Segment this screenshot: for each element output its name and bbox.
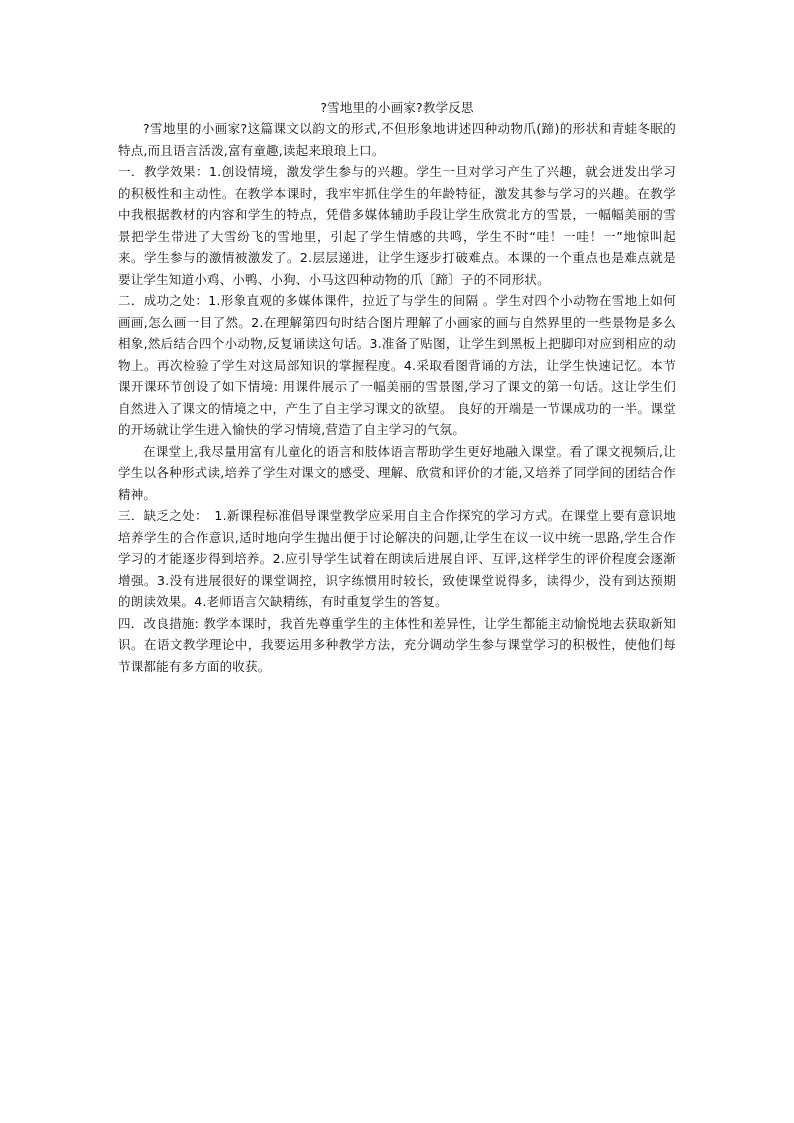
intro-paragraph: ?雪地里的小画家?这篇课文以韵文的形式,不但形象地讲述四种动物爪(蹄)的形状和青蛙冬眠的特点,而且语言活泼,富有童趣,读起来琅琅上口。	[118, 121, 676, 158]
document-title: ?雪地里的小画家?教学反思	[320, 100, 474, 115]
classroom-paragraph: 在课堂上,我尽量用富有儿童化的语言和肢体语言帮助学生更好地融入课堂。看了课文视频后,让学生以各种形式读,培养了学生对课文的感受、理解、欣赏和评价的才能,又培养了同学间的团结合作精神。	[118, 443, 676, 502]
document-page	[118, 98, 676, 677]
section-shortcomings: 三．缺乏之处： 1.新课程标准倡导课堂教学应采用自主合作探究的学习方式。在课堂上要有意识地培养学生的合作意识,适时地向学生抛出便于讨论解决的问题,让学生在议一议中统一思路,学生合作学习的才能逐步得到培养。2.应引导学生试着在朗读后进展自评、互评,这样学生的评价程度会逐渐增强。3.没有进展很好的课堂调控，识字练惯用时较长，致使课堂说得多，读得少，没有到达预期的朗读效果。4.老师语言欠缺精练，有时重复学生的答复。	[118, 508, 676, 609]
section-teaching-effect: 一．教学效果：1.创设情境，激发学生参与的兴趣。学生一旦对学习产生了兴趣，就会迸发出学习的积极性和主动性。在教学本课时，我牢牢抓住学生的年龄特征，激发其参与学习的兴趣。在教学中我根据教材的内容和学生的特点，凭借多媒体辅助手段让学生欣赏北方的雪景，一幅幅美丽的雪景把学生带进了大雪纷飞的雪地里，引起了学生情感的共鸣，学生不时“哇！一哇！一”地惊叫起来。学生参与的激情被激发了。2.层层递进，让学生逐步打破难点。本课的一个重点也是难点就是要让学生知道小鸡、小鸭、小狗、小马这四种动物的爪〔蹄〕子的不同形状。	[118, 164, 676, 287]
section-success-points: 二．成功之处：1.形象直观的多媒体课件，拉近了与学生的间隔 。学生对四个小动物在雪地上如何画画,怎么画一目了然。2.在理解第四句时结合图片理解了小画家的画与自然界里的一些景物是多么相象,然后结合四个小动物,反复诵读这句话。3.准备了贴图，让学生到黑板上把脚印对应到相应的动物上。再次检验了学生对这局部知识的掌握程度。4.采取看图背诵的方法，让学生快速记忆。本节课开课环节创设了如下情境: 用课件展示了一幅美丽的雪景图,学习了课文的第一句话。这让学生们自然进入了课文的情境之中，产生了自主学习课文的欲望。 良好的开端是一节课成功的一半。课堂的开场就让学生进入愉快的学习情境,营造了自主学习的气氛。	[118, 293, 676, 437]
section-improvements: 四．改良措施: 教学本课时，我首先尊重学生的主体性和差异性，让学生都能主动愉悦地去获取新知识。在语文教学理论中，我要运用多种教学方法，充分调动学生参与课堂学习的积极性，使他们每节课都能有多方面的收获。	[118, 615, 676, 674]
